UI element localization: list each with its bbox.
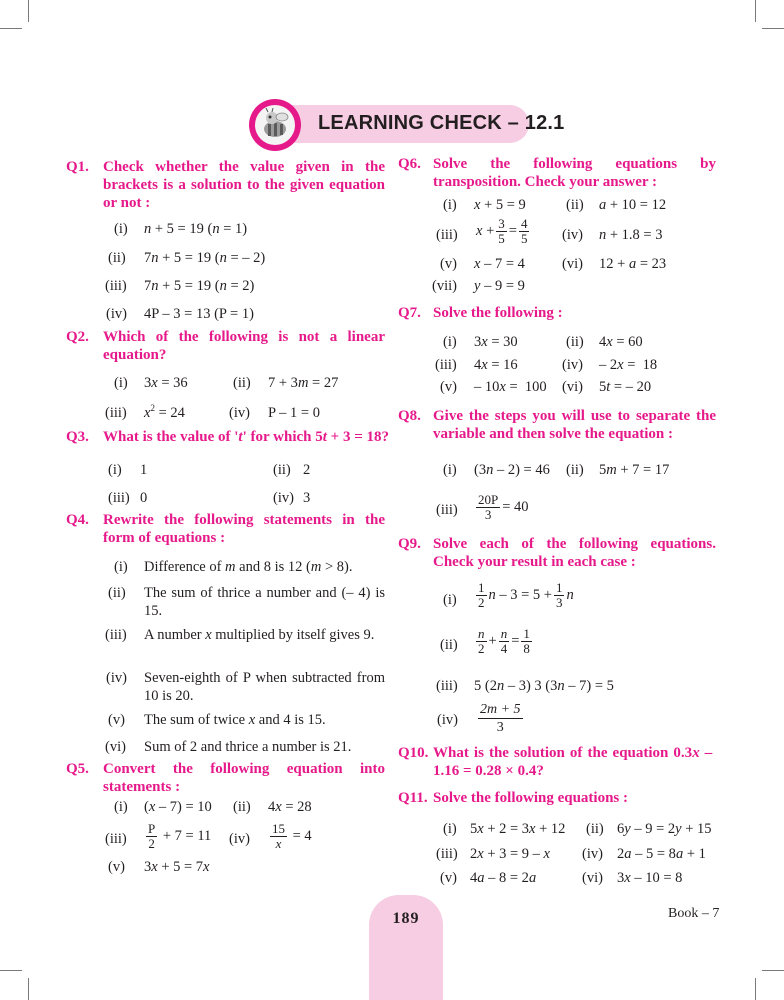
item-label: (vi) — [105, 739, 126, 755]
item-label: (iv) — [562, 227, 583, 243]
crop-mark — [0, 28, 22, 29]
equation: n + 5 = 19 (n = 1) — [144, 221, 248, 237]
fraction: $\frac{4}{5}$ — [520, 216, 528, 246]
item-label: (iii) — [105, 278, 127, 294]
equation: (x – 7) = 10 — [144, 799, 212, 815]
equation: 3x = 30 — [474, 334, 518, 350]
question-number: Q11. — [398, 790, 428, 806]
item-label: (v) — [440, 256, 457, 272]
equation: 7n + 5 = 19 (n = – 2) — [144, 250, 266, 266]
equation: – 2x = 18 — [599, 357, 658, 373]
item-label: (vi) — [582, 870, 603, 886]
question-number: Q9. — [398, 536, 421, 552]
item-label: (v) — [440, 379, 457, 395]
item-label: (iii) — [435, 357, 457, 373]
fraction: $\frac{1}{2}$ — [478, 580, 485, 610]
item-label: (ii) — [566, 197, 584, 213]
question-text: Check whether the value given in the brackets is a solution to the given equation or not : — [103, 159, 385, 211]
fraction: $\frac{n}{2}$ — [478, 626, 485, 656]
question-number: Q6. — [398, 156, 421, 172]
equation: a + 10 = 12 — [599, 197, 667, 213]
equation: 5 (2n – 3) 3 (3n – 7) = 5 — [474, 678, 614, 694]
equation: 4x = 28 — [268, 799, 312, 815]
fraction: $\frac{3}{5}$ — [498, 216, 505, 246]
equation: 7 + 3m = 27 — [268, 375, 339, 391]
item-label: (iii) — [436, 846, 458, 862]
item-label: (vi) — [562, 256, 583, 272]
item-label: (iii) — [105, 405, 127, 421]
question-text: What is the value of 't' for which 5t + 3 = 18? — [103, 429, 390, 445]
statement: The sum of twice x and 4 is 15. — [144, 712, 326, 728]
item-label: (i) — [443, 197, 457, 213]
item-label: (iv) — [229, 405, 250, 421]
item-label: (v) — [108, 712, 125, 728]
fraction: $\frac{n}{4}$ — [500, 626, 508, 656]
item-label: (v) — [108, 859, 125, 875]
equation: (3n – 2) = 46 — [474, 462, 550, 478]
equation: 3x + 5 = 7x — [144, 859, 210, 875]
item-label: (iii) — [105, 831, 127, 847]
equation: x + 5 = 9 — [474, 197, 526, 213]
statement: The sum of thrice a number and (– 4) is 15. — [144, 585, 385, 619]
item-label: (ii) — [566, 334, 584, 350]
equation: 5t = – 20 — [599, 379, 652, 395]
equation: x + $\frac{3}{5}$ = $\frac{4}{5}$ — [476, 216, 528, 246]
equation: 2a – 5 = 8a + 1 — [617, 846, 706, 862]
crop-mark — [0, 970, 22, 971]
item-label: (iv) — [229, 831, 250, 847]
item-label: (iii) — [105, 627, 127, 643]
item-label: (ii) — [566, 462, 584, 478]
equation: $\frac{1}{2}$ n – 3 = 5 + $\frac{1}{3}$ n — [478, 580, 574, 610]
equation — [476, 701, 525, 736]
item-label: (ii) — [108, 250, 126, 266]
question-number: Q1. — [66, 159, 89, 175]
item-label: (vii) — [432, 278, 457, 294]
answer-option: 2 — [303, 462, 311, 478]
fraction: $\frac{15}{x}$ — [272, 821, 285, 851]
item-label: (iii) — [436, 678, 458, 694]
crop-mark — [755, 978, 756, 1000]
crop-mark — [28, 978, 29, 1000]
item-label: (ii) — [586, 821, 604, 837]
equation: 7n + 5 = 19 (n = 2) — [144, 278, 255, 294]
item-label: (iv) — [106, 670, 127, 686]
equation: 12 + a = 23 — [599, 256, 667, 272]
equation: 5m + 7 = 17 — [599, 462, 670, 478]
equation: 4P – 3 = 13 (P = 1) — [144, 306, 254, 322]
equation: y – 9 = 9 — [474, 278, 525, 294]
answer-option: 0 — [140, 490, 148, 506]
item-label: (ii) — [108, 585, 126, 601]
question-number: Q2. — [66, 329, 89, 345]
question-text: Solve the following equations by transposition. Check your answer : — [433, 156, 716, 190]
question-text: Solve the following : — [433, 305, 563, 321]
item-label: (i) — [114, 799, 128, 815]
equation: n + 1.8 = 3 — [599, 227, 663, 243]
item-label: (i) — [114, 375, 128, 391]
item-label: (iii) — [436, 227, 458, 243]
question-text: Solve the following equations : — [433, 790, 629, 806]
item-label: (i) — [114, 221, 128, 237]
equation: 3x – 10 = 8 — [617, 870, 683, 886]
statement: Sum of 2 and thrice a number is 21. — [144, 739, 352, 755]
question-number: Q8. — [398, 408, 421, 424]
item-label: (iii) — [436, 502, 458, 518]
equation: $\frac{20P}{3}$ = 40 — [478, 492, 529, 522]
equation: 3x = 36 — [144, 375, 188, 391]
page-title: LEARNING CHECK – 12.1 — [318, 112, 565, 134]
equation: – 10x = 100 — [474, 379, 547, 395]
item-label: (ii) — [273, 462, 291, 478]
crop-mark — [762, 970, 784, 971]
fraction: $\frac{1}{3}$ — [555, 580, 563, 610]
question-number: Q10. — [398, 745, 429, 761]
bee-mascot-icon — [258, 108, 292, 142]
question-text: Convert the following equation into statements : — [103, 761, 385, 795]
question-text: What is the solution of the equation 0.3x – 1.16 = 0.28 × 0.4? — [433, 745, 716, 779]
question-number: Q5. — [66, 761, 89, 777]
fraction: $\frac{2m + 5}{3}$ — [480, 702, 521, 735]
item-label: (i) — [443, 821, 457, 837]
item-label: (i) — [443, 592, 457, 608]
item-label: (iv) — [437, 712, 458, 728]
equation: $\frac{15}{x}$ = 4 — [272, 821, 312, 851]
question-text: Give the steps you will use to separate the variable and then solve the equation : — [433, 408, 716, 442]
fraction: $\frac{1}{8}$ — [523, 626, 530, 656]
fraction: $\frac{20P}{3}$ — [478, 492, 499, 522]
equation: P – 1 = 0 — [268, 405, 320, 421]
question-number: Q7. — [398, 305, 421, 321]
question-text: Rewrite the following statements in the form of equations : — [103, 512, 385, 546]
crop-mark — [762, 28, 784, 29]
page-number: 189 — [392, 910, 420, 927]
equation: 2x + 3 = 9 – x — [470, 846, 550, 862]
item-label: (vi) — [562, 379, 583, 395]
equation: 6y – 9 = 2y + 15 — [617, 821, 712, 837]
item-label: (ii) — [233, 799, 251, 815]
item-label: (i) — [443, 462, 457, 478]
book-label: Book – 7 — [668, 906, 720, 921]
statement: Seven-eighth of P when subtracted from 10 is 20. — [144, 670, 385, 704]
item-label: (ii) — [233, 375, 251, 391]
item-label: (ii) — [440, 637, 458, 653]
item-label: (iv) — [106, 306, 127, 322]
item-label: (i) — [108, 462, 122, 478]
item-label: (i) — [114, 559, 128, 575]
crop-mark — [755, 0, 756, 22]
equation: $\frac{P}{2}$ + 7 = 11 — [148, 821, 212, 851]
question-text: Solve each of the following equations. Check your result in each case : — [433, 536, 716, 570]
statement: A number x multiplied by itself gives 9. — [144, 627, 375, 643]
crop-mark — [28, 0, 29, 22]
question-number: Q4. — [66, 512, 89, 528]
item-label: (v) — [440, 870, 457, 886]
question-number: Q3. — [66, 429, 89, 445]
item-label: (iv) — [582, 846, 603, 862]
question-text: Which of the following is not a linear equation? — [103, 329, 385, 363]
answer-option: 1 — [140, 462, 148, 478]
item-label: (i) — [443, 334, 457, 350]
equation: 5x + 2 = 3x + 12 — [470, 821, 566, 837]
answer-option: 3 — [303, 490, 311, 506]
equation: $\frac{n}{2}$ + $\frac{n}{4}$ = $\frac{1}{8}$ — [478, 626, 530, 656]
fraction: $\frac{P}{2}$ — [148, 821, 156, 851]
item-label: (iii) — [108, 490, 130, 506]
item-label: (iv) — [273, 490, 294, 506]
item-label: (iv) — [562, 357, 583, 373]
statement: Difference of m and 8 is 12 (m > 8). — [144, 559, 353, 575]
equation: x – 7 = 4 — [474, 256, 525, 272]
equation: 4a – 8 = 2a — [470, 870, 537, 886]
equation: $x^2 = 24$ — [144, 403, 185, 421]
equation: 4x = 16 — [474, 357, 518, 373]
equation: 4x = 60 — [599, 334, 643, 350]
